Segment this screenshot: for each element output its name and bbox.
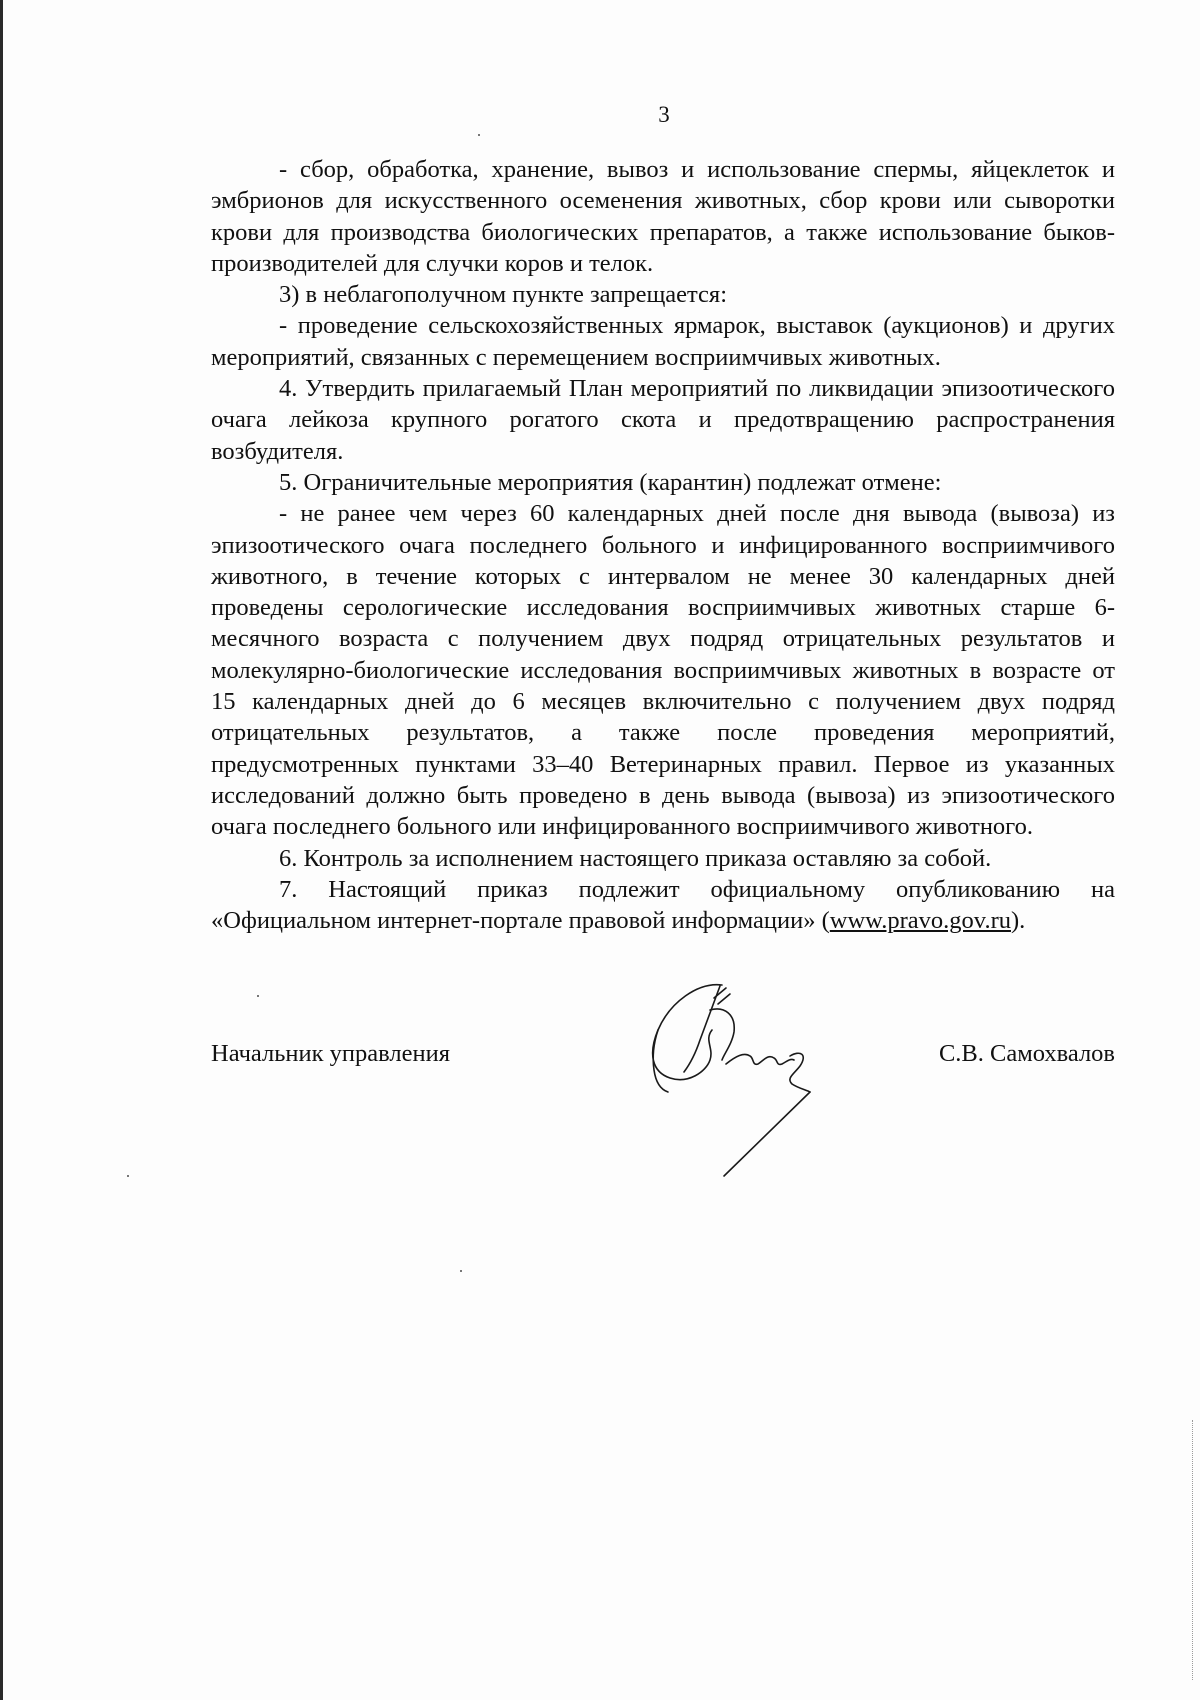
paragraph-3: - проведение сельскохозяйственных ярмарок, выставок (аукционов) и других мероприятий, связанных с перемещением восприимчивых животных. [211,312,1115,371]
scan-speck [257,995,259,997]
scan-edge-dots [1192,1420,1193,1680]
paragraph-8-text: 7. Настоящий приказ подлежит официальному опубликованию на «Официальном интернет-портале правовой информации» ( [211,875,1115,935]
pravo-link[interactable]: www.pravo.gov.ru [829,907,1011,935]
scan-speck [460,1270,462,1272]
signatory-position: Начальник управления [211,1040,450,1067]
document-body [211,154,1115,936]
paragraph-5: 5. Ограничительные мероприятия (карантин) подлежат отмене: [279,468,942,496]
signatory-name: С.В. Самохвалов [938,1040,1115,1067]
paragraph-8-tail: ). [1010,907,1026,935]
paragraph-6: - не ранее чем через 60 календарных дней после дня вывода (вывоза) из эпизоотического очага последнего больного и инфицированного восприимчивого животного, в течение которых с интервалом не менее 30 календарных дней проведены серологические исследования восприимчивых животных старше 6-месячного возраста с получением двух подряд отрицательных результатов и молекулярно-биологические исследования восприимчивых животных в возрасте от 15 календарных дней до 6 месяцев включительно с получением двух подряд отрицательных результатов, а также после проведения мероприятий, предусмотренных пунктами 33–40 Ветеринарных правил. Первое из указанных исследований должно быть проведено в день вывода (вывоза) из эпизоотического очага последнего больного или инфицированного восприимчивого животного. [211,500,1115,841]
paragraph-4: 4. Утвердить прилагаемый План мероприятий по ликвидации эпизоотического очага лейкоза крупного рогатого скота и предотвращению распространения возбудителя. [211,375,1115,465]
scan-speck [478,134,480,136]
paragraph-2: 3) в неблагополучном пункте запрещается: [279,281,728,309]
page-number: 3 [658,102,670,127]
scan-edge [0,0,3,1700]
paragraph-1: - сбор, обработка, хранение, вывоз и использование спермы, яйцеклеток и эмбрионов для искусственного осеменения животных, сбор крови или сыворотки крови для производства биологических препаратов, а также использование быков-производителей для случки коров и телок. [211,156,1115,277]
paragraph-7: 6. Контроль за исполнением настоящего приказа оставляю за собой. [279,844,992,872]
handwritten-signature [640,980,840,1190]
scan-speck [127,1175,129,1177]
paragraph-8 [211,874,1115,937]
